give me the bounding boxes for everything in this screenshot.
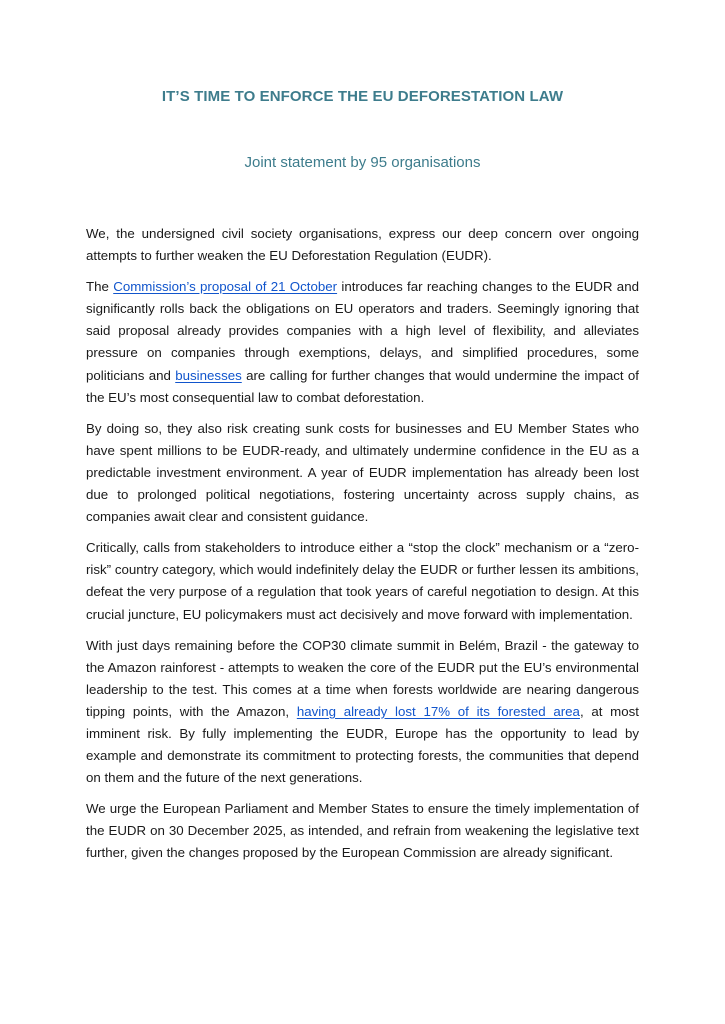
document-body [86, 174, 639, 865]
page-title: IT’S TIME TO ENFORCE THE EU DEFORESTATION LAW [161, 88, 564, 105]
paragraph-3: By doing so, they also risk creating sunk costs for businesses and EU Member States who have spent millions to be EUDR-ready, and ultimately undermine confidence in the EU as a predictable investment environment. A year of EUDR implementation has already been lost due to prolonged political negotiations, fostering uncertainty across supply chains, as companies await clear and consistent guidance. [86, 420, 639, 525]
paragraph-6: We urge the European Parliament and Member States to ensure the timely implementation of the EUDR on 30 December 2025, as intended, and refrain from weakening the legislative text further, given the changes proposed by the European Commission are already significant. [86, 801, 639, 861]
paragraph-5-text-b: , at most imminent risk. By fully implementing the EUDR, Europe has the opportunity to lead by example and demonstrate its commitment to protecting forests, the communities that depend on them and the future of the next generations. [86, 703, 639, 786]
page-subtitle: Joint statement by 95 organisations [244, 154, 481, 171]
link-amazon-forest-loss[interactable]: having already lost 17% of its forested area [296, 703, 580, 719]
paragraph-4: Critically, calls from stakeholders to introduce either a “stop the clock” mechanism or a “zero-risk” country category, which would indefinitely delay the EUDR or further lessen its ambitions, defeat the very purpose of a regulation that took years of careful negotiation to design. At this crucial juncture, EU policymakers must act decisively and move forward with implementation. [86, 540, 639, 622]
paragraph-2 [86, 276, 639, 409]
paragraph-5-text-a: With just days remaining before the COP30 climate summit in Belém, Brazil - the gateway to the Amazon rainforest - attempts to weaken the core of the EUDR put the EU’s environmental leadership to the test. This comes at a time when forests worldwide are nearing dangerous tipping points, with the Amazon, [86, 637, 639, 719]
paragraph-2-text-a: The [86, 279, 114, 295]
link-businesses[interactable]: businesses [175, 367, 242, 383]
paragraph-2-text-c: are calling for further changes that would undermine the impact of the EU’s most consequential law to combat deforestation. [86, 367, 639, 405]
paragraph-2-text-b: introduces far reaching changes to the EUDR and significantly rolls back the obligations on EU operators and traders. Seemingly ignoring that said proposal already provides companies with a high level of flexibility, and alleviates pressure on companies through exemptions, delays, and simplified procedures, some politicians and [86, 279, 639, 383]
paragraph-5 [86, 635, 639, 790]
link-commission-proposal[interactable]: Commission’s proposal of 21 October [113, 279, 338, 295]
paragraph-1: We, the undersigned civil society organisations, express our deep concern over ongoing attempts to further weaken the EU Deforestation Regulation (EUDR). [86, 226, 639, 264]
